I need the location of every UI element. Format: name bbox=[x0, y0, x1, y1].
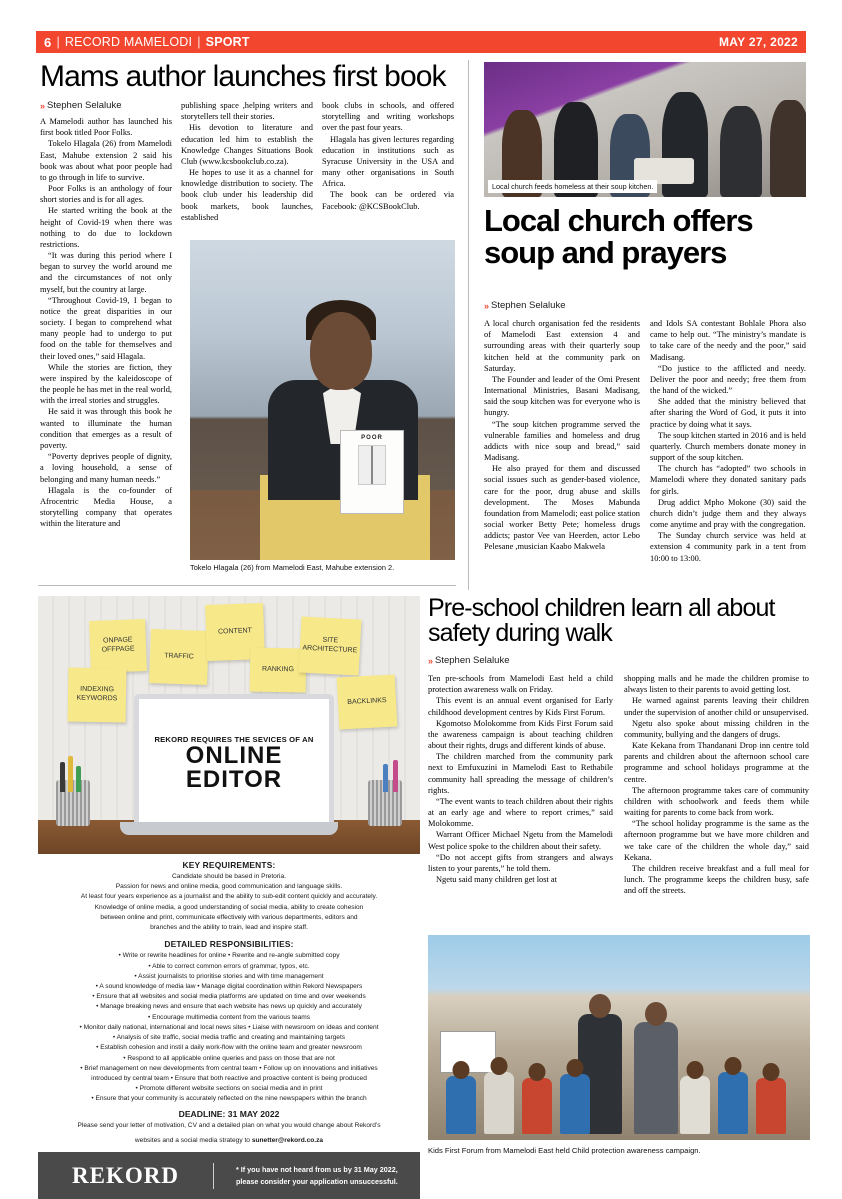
sticky-note: RANKING bbox=[250, 648, 307, 693]
photo-child-head bbox=[491, 1057, 508, 1075]
issue-date: MAY 27, 2022 bbox=[719, 35, 798, 49]
sticky-note: SITE ARCHITECTURE bbox=[299, 616, 362, 675]
photo-child-head bbox=[529, 1063, 546, 1081]
advert-key-requirements-heading: KEY REQUIREMENTS: bbox=[182, 860, 276, 870]
page-masthead bbox=[36, 31, 806, 53]
church-article-photo-caption: Local church feeds homeless at their soup kitchen. bbox=[488, 180, 657, 193]
pencil bbox=[60, 762, 65, 792]
photo-book-cover bbox=[340, 430, 404, 514]
photo-child bbox=[446, 1076, 476, 1134]
photo-child-head bbox=[763, 1063, 780, 1081]
photo-person bbox=[720, 106, 762, 197]
masthead-separator-2: | bbox=[197, 35, 201, 49]
paragraph: He also prayed for them and discussed social issues such as gender-based violence, care for the poor, drug abuse and skills development. The Moses Mabunda foundation from Mamelodi; east police station social worker Betty Pete; homeless drugs addicts; pastor Vee van Heerden, actor Lebo Pelesane ,musician Kaabo Makwela bbox=[484, 464, 640, 552]
photo-child-head bbox=[725, 1057, 742, 1075]
church-article-column-1 bbox=[484, 318, 640, 564]
rekord-footer-bar bbox=[38, 1152, 420, 1199]
paragraph: Hlagala is the co-founder of Afrocentric Media House, a storytelling company that operates within the literature and bbox=[40, 485, 172, 529]
sticky-note: TRAFFIC bbox=[149, 629, 209, 685]
advert-laptop-subtitle: REKORD REQUIRES THE SEVICES OF AN bbox=[154, 735, 314, 745]
paragraph: A Mamelodi author has launched his first book titled Poor Folks. bbox=[40, 117, 172, 138]
photo-subject-head bbox=[310, 312, 372, 390]
paragraph: The soup kitchen started in 2016 and is held quarterly. Church members donate money in support of the soup kitchen. bbox=[650, 430, 806, 463]
advert-responsibility-line: • Write or rewrite headlines for online • Rewrite and re-angle submitted copy bbox=[118, 952, 340, 960]
paragraph: Warrant Officer Michael Ngetu from the Mamelodi West police spoke to the children about their safety. bbox=[428, 830, 613, 851]
church-article-byline bbox=[484, 300, 566, 311]
disclaimer-line-1: * If you have not heard from us by 31 May 2022, bbox=[236, 1165, 398, 1175]
paragraph: Poor Folks is an anthology of four short stories and is for all ages. bbox=[40, 184, 172, 205]
photo-child bbox=[718, 1072, 748, 1134]
advert-responsibility-line: • Able to correct common errors of grammar, typos, etc. bbox=[148, 962, 310, 970]
sticky-note: ONPAGE OFFPAGE bbox=[89, 619, 147, 673]
paragraph: Tokelo Hlagala (26) from Mamelodi East, Mahube extension 2 said his book was about what poor people had to go through in life to survive. bbox=[40, 139, 172, 182]
column-divider-vertical bbox=[468, 60, 469, 590]
photo-child bbox=[484, 1072, 514, 1134]
advert-responsibility-line: • A sound knowledge of media law • Manage digital coordination within Rekord Newspapers bbox=[95, 982, 363, 990]
advert-responsibility-line: • Monitor daily national, international and local news sites • Liaise with newsroom on ideas and content bbox=[79, 1023, 379, 1031]
advert-requirement-line: At least four years experience as a journalist and the ability to sub-edit content quickly and accurately. bbox=[80, 893, 378, 901]
book-article-body-3 bbox=[322, 100, 454, 212]
byline-author: Stephen Selaluke bbox=[435, 655, 510, 666]
preschool-article-photo-caption: Kids First Forum from Mamelodi East held Child protection awareness campaign. bbox=[428, 1146, 701, 1155]
advert-responsibility-line: • Encourage multimedia content from the various teams bbox=[147, 1013, 311, 1021]
section-name: SPORT bbox=[205, 35, 250, 49]
sticky-note: CONTENT bbox=[205, 603, 265, 661]
preschool-article-column-1 bbox=[428, 673, 613, 896]
page-number: 6 bbox=[44, 34, 52, 50]
laptop-keyboard-base bbox=[120, 822, 338, 835]
paragraph: “The event wants to teach children about their rights at an early age and where to report crimes,” said Molokomme. bbox=[428, 796, 613, 829]
advert-submission-line2 bbox=[38, 1136, 420, 1146]
preschool-article-headline: Pre-school children learn all about safety during walk bbox=[428, 594, 775, 647]
paragraph: She added that the ministry believed that after sharing the Word of God, it puts it into practice by doing what it says. bbox=[650, 397, 806, 429]
advert-responsibility-line: • Ensure that your community is accurately reflected on the nine newspapers within the branch bbox=[91, 1095, 367, 1103]
preschool-article-columns bbox=[428, 673, 810, 896]
preschool-article-photo bbox=[428, 935, 810, 1140]
photo-child bbox=[680, 1076, 710, 1134]
paragraph: He said it was through this book he wanted to illuminate the human condition that emerges as a result of poverty. bbox=[40, 407, 172, 450]
paragraph: “Do justice to the afflicted and needy. Deliver the poor and needy; free them from the hand of the wicked.” bbox=[650, 363, 806, 396]
section-divider-horizontal bbox=[38, 585, 456, 586]
paragraph: “It was during this period where I began to survey the world around me and the circumstances of not only myself, but the country at large. bbox=[40, 251, 172, 294]
photo-adult bbox=[634, 1022, 678, 1134]
photo-child-head bbox=[453, 1061, 470, 1079]
paragraph: “Do not accept gifts from strangers and always listen to your parents,” he told them. bbox=[428, 852, 613, 873]
paragraph: He hopes to use it as a channel for knowledge distribution to society. The book club under his leadership did book markets, book launches, established bbox=[181, 168, 313, 222]
paragraph: Kgomotso Molokomme from Kids First Forum said the awareness campaign is about teaching children about their rights, drugs and different kinds of abuse. bbox=[428, 718, 613, 751]
paragraph: A local church organisation fed the residents of Mamelodi East extension 4 and surrounding areas with their quarterly soup kitchen held at the community park on Saturday. bbox=[484, 319, 640, 373]
advert-copy bbox=[38, 860, 420, 1146]
book-article-headline: Mams author launches first book bbox=[40, 60, 446, 93]
job-advertisement bbox=[38, 596, 420, 1199]
advert-deadline: DEADLINE: 31 MAY 2022 bbox=[178, 1108, 280, 1119]
advert-responsibility-line: • Manage breaking news and ensure that each website has news up quickly and accurately bbox=[96, 1003, 362, 1011]
paragraph: The Sunday church service was held at extension 4 community park in a tent from 10:00 to 13:00. bbox=[650, 531, 806, 563]
preschool-article-byline bbox=[428, 655, 510, 666]
advert-requirement-line: Passion for news and online media, good communication and language skills. bbox=[115, 883, 343, 891]
paragraph: The children receive breakfast and a full meal for lunch. The programme keeps the children busy, safe and off the streets. bbox=[624, 863, 809, 896]
advert-responsibility-line: • Ensure that all websites and social media platforms are updated on time and over weekends bbox=[92, 993, 366, 1001]
advert-responsibilities-heading: DETAILED RESPONSIBILITIES: bbox=[164, 939, 294, 950]
photo-child bbox=[522, 1078, 552, 1134]
paragraph: Ngetu said many children get lost at bbox=[436, 875, 557, 885]
book-article-body-2 bbox=[181, 100, 313, 223]
book-article-body-1 bbox=[40, 116, 172, 529]
church-article-body-1 bbox=[484, 318, 640, 553]
paragraph: “The soup kitchen programme served the vulnerable families and homeless and drug addicts with nice soup and bread,” said Madisang. bbox=[484, 419, 640, 463]
advert-submission-prefix: websites and a social media strategy to bbox=[134, 1137, 252, 1145]
book-article-photo-caption: Tokelo Hlagala (26) from Mamelodi East, Mahube extension 2. bbox=[190, 563, 395, 572]
paragraph: This event is an annual event organised for Early childhood development centres by Kids First Forum. bbox=[428, 696, 613, 717]
advert-responsibility-line: • Establish cohesion and instil a daily work-flow with the online team and greater newsroom bbox=[96, 1044, 362, 1052]
photo-child-head bbox=[567, 1059, 584, 1077]
byline-author: Stephen Selaluke bbox=[491, 300, 566, 311]
advert-illustration bbox=[38, 596, 420, 854]
advert-email[interactable]: sunetter@rekord.co.za bbox=[251, 1137, 324, 1145]
photo-person bbox=[770, 100, 806, 197]
advert-submission-line1: Please send your letter of motivation, CV and a detailed plan on what you would change about Rekord’s bbox=[77, 1121, 381, 1129]
paragraph: “Throughout Covid-19, I began to notice the great disparities in our society. I began to comprehend what many people had to undergo to put food on the table for themselves and their loved ones,” said Hlagala. bbox=[40, 295, 172, 361]
advert-responsibility-line: • Analysis of site traffic, social media traffic and creating and maintaining targets bbox=[112, 1034, 346, 1042]
paragraph: book clubs in schools, and offered storytelling and writing workshops over the past four years. bbox=[322, 101, 454, 133]
byline-arrows-icon: » bbox=[40, 100, 44, 111]
paragraph: The church has “adopted” two schools in Mamelodi where they donated sanitary pads for girls. bbox=[650, 464, 806, 496]
book-cover-art bbox=[358, 445, 386, 485]
byline-arrows-icon: » bbox=[484, 300, 488, 311]
advert-responsibility-line: • Brief management on new developments from central team • Follow up on innovations and initiatives bbox=[80, 1064, 378, 1072]
byline-author: Stephen Selaluke bbox=[47, 100, 122, 111]
church-article-photo bbox=[484, 62, 806, 197]
laptop-illustration bbox=[134, 694, 334, 832]
paragraph: Kate Kekana from Thandanani Drop inn centre told parents and children about the afternoon school care programme and school holidays programme at the centre. bbox=[624, 741, 809, 784]
paragraph: “Poverty deprives people of dignity, a loving household, a sense of belonging and many human needs.” bbox=[40, 452, 172, 484]
preschool-article-body-1 bbox=[428, 673, 613, 885]
paragraph: The children marched from the community park next to Emfuxuzini in Mamelodi East to Rethabile community hall spreading the message of children’s rights. bbox=[428, 752, 613, 795]
advert-responsibility-line: • Promote different website sections on social media and in print bbox=[135, 1085, 323, 1093]
laptop-screen bbox=[139, 699, 329, 827]
masthead-left bbox=[44, 35, 250, 50]
advert-requirement-line: Candidate should be based in Pretoria. bbox=[171, 873, 286, 880]
pencil bbox=[76, 766, 81, 792]
advert-requirement-line: between online and print, communicate effectively with various departments, editors and bbox=[100, 913, 358, 921]
pencil bbox=[383, 764, 388, 792]
pencil bbox=[68, 756, 73, 792]
paragraph: Ngetu also spoke about missing children in the community, bullying and the dangers of drugs. bbox=[624, 718, 809, 739]
paragraph: The afternoon programme takes care of community children with schoolwork and feeds them while waiting for parents to come back from work. bbox=[624, 785, 809, 818]
paragraph: He started writing the book at the height of Covid-19 when there was nothing to do due to lockdown restrictions. bbox=[40, 206, 172, 249]
masthead-separator-1: | bbox=[56, 35, 60, 49]
photo-child bbox=[756, 1078, 786, 1134]
publication-name: RECORD MAMELODI bbox=[64, 35, 193, 49]
church-article-column-2 bbox=[650, 318, 806, 564]
book-article-column-1 bbox=[40, 100, 172, 529]
photo-child-head bbox=[687, 1061, 704, 1079]
sticky-note: BACKLINKS bbox=[337, 675, 398, 730]
advert-laptop-line2: EDITOR bbox=[185, 765, 283, 793]
church-article-body-2 bbox=[650, 318, 806, 564]
paragraph: His devotion to literature and education led him to establish the Knowledge Changes Situations Book Club (www.kcsbookclub.co.za). bbox=[181, 123, 313, 166]
advert-responsibility-line: • Respond to all applicable online queries and pass on those that are not bbox=[123, 1054, 335, 1062]
paragraph: shopping malls and he made the children promise to always listen to their parents to avoid getting lost. bbox=[624, 674, 809, 695]
photo-adult-head bbox=[589, 994, 611, 1018]
byline-arrows-icon: » bbox=[428, 655, 432, 666]
paragraph: Drug addict Mpho Mokone (30) said the church didn’t judge them and they always come anytime and pray with the congregation. bbox=[650, 497, 806, 530]
paragraph: “The school holiday programme is the same as the afternoon programme but we have more children and we take care of the children the whole day,” said Kekana. bbox=[624, 819, 809, 862]
church-article-headline: Local church offers soup and prayers bbox=[484, 203, 753, 270]
sticky-note: INDEXING KEYWORDS bbox=[68, 667, 127, 722]
photo-adult-head bbox=[645, 1002, 667, 1026]
book-article-byline bbox=[40, 100, 172, 111]
book-article-photo bbox=[190, 240, 455, 560]
advert-laptop-line1: ONLINE bbox=[185, 742, 283, 770]
pencil bbox=[393, 760, 398, 792]
preschool-article-body-2 bbox=[624, 673, 809, 896]
disclaimer-line-2: please consider your application unsuccessful. bbox=[236, 1176, 398, 1186]
rekord-logo: REKORD bbox=[72, 1162, 179, 1188]
church-article-columns bbox=[484, 318, 806, 564]
preschool-article-column-2 bbox=[624, 673, 809, 896]
paragraph: The book can be ordered via Facebook: @KCSBookClub. bbox=[322, 190, 454, 211]
paragraph: He warned against parents leaving their children under the supervision of another child or unsupervised. bbox=[624, 696, 809, 717]
paragraph: Ten pre-schools from Mamelodi East held a child protection awareness walk on Friday. bbox=[428, 674, 613, 695]
rekord-disclaimer bbox=[214, 1164, 398, 1187]
paragraph: publishing space ,helping writers and storytellers tell their stories. bbox=[181, 101, 313, 122]
paragraph: Hlagala has given lectures regarding education in institutions such as Syracuse University in the USA and many other organisations in South Africa. bbox=[322, 134, 454, 189]
book-cover-title: POOR bbox=[361, 435, 383, 441]
advert-responsibility-line: • Assist journalists to prioritise stories and with time management bbox=[134, 972, 324, 980]
photo-child bbox=[560, 1074, 590, 1134]
paragraph: The Founder and leader of the Omi Present International Ministries, Basani Madisang, said the soup kitchen was for everyone who is hungry. bbox=[484, 374, 640, 418]
paragraph: While the stories are fiction, they were inspired by the kaleidoscope of the people he has met in the real world, with the irreal stories and struggles. bbox=[40, 362, 172, 406]
advert-responsibility-line: introduced by central team • Ensure that both reactive and proactive content is being produced bbox=[91, 1074, 367, 1082]
advert-requirement-line: branches and the ability to train, lead and inspire staff. bbox=[150, 924, 308, 932]
paragraph: and Idols SA contestant Bohlale Phora also came to help out. “The ministry’s mandate is to take care of the needy and the poor,” said Madisang. bbox=[650, 319, 806, 362]
advert-requirement-line: Knowledge of online media, a good understanding of social media, ability to create cohesion bbox=[94, 903, 364, 911]
